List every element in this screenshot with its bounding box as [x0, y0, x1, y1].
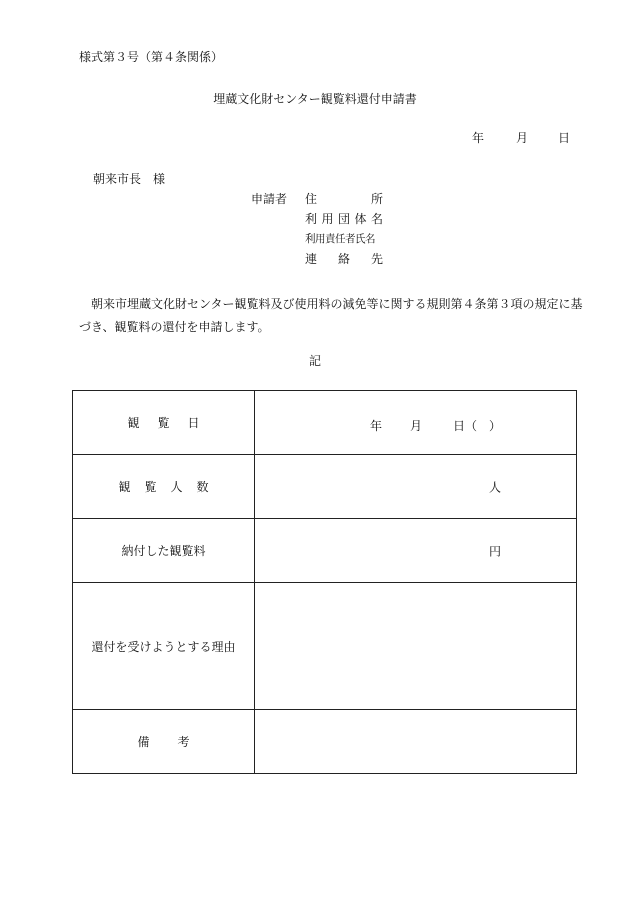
table-row-visitor-count [73, 455, 577, 519]
refund-reason-field[interactable] [255, 583, 577, 710]
remarks-label: 備 考 [73, 710, 255, 774]
visitor-count-field[interactable] [255, 455, 577, 519]
table-row-remarks [73, 710, 577, 774]
fee-paid-unit: 円 [488, 544, 501, 558]
table-row-fee-paid [73, 519, 577, 583]
fee-paid-label: 納付した観覧料 [73, 519, 255, 583]
table-row-viewing-date [73, 391, 577, 455]
visitor-count-label: 観 覧 人 数 [73, 455, 255, 519]
document-title: 埋蔵文化財センター観覧料還付申請書 [213, 92, 417, 106]
date-year-label: 年 [472, 131, 485, 145]
viewing-date-label: 観 覧 日 [73, 391, 255, 455]
remarks-field[interactable] [255, 710, 577, 774]
fee-paid-field[interactable] [255, 519, 577, 583]
applicant-contact-label: 連 絡 先 [305, 252, 383, 266]
date-day-label: 日 [558, 131, 571, 145]
refund-reason-label: 還付を受けようとする理由 [73, 583, 255, 710]
applicant-label: 申請者 [251, 192, 288, 206]
date-month-label: 月 [516, 131, 529, 145]
ki-heading: 記 [308, 354, 321, 368]
applicant-group-name-label: 利 用 団 体 名 [305, 212, 383, 226]
request-statement: 朝来市埋蔵文化財センター観覧料及び使用料の減免等に関する規則第４条第３項の規定に基づき、観覧料の還付を申請します。 [79, 297, 583, 334]
applicant-responsible-name-label: 利用責任者氏名 [305, 233, 375, 245]
table-row-refund-reason [73, 583, 577, 710]
form-number: 様式第３号（第４条関係） [79, 50, 224, 64]
applicant-address-label: 住 所 [305, 192, 383, 206]
addressee: 朝来市長 様 [93, 172, 166, 186]
viewing-date-field[interactable]: 年 月 日（ ） [255, 391, 577, 455]
details-table [72, 390, 577, 774]
visitor-count-unit: 人 [488, 480, 501, 494]
